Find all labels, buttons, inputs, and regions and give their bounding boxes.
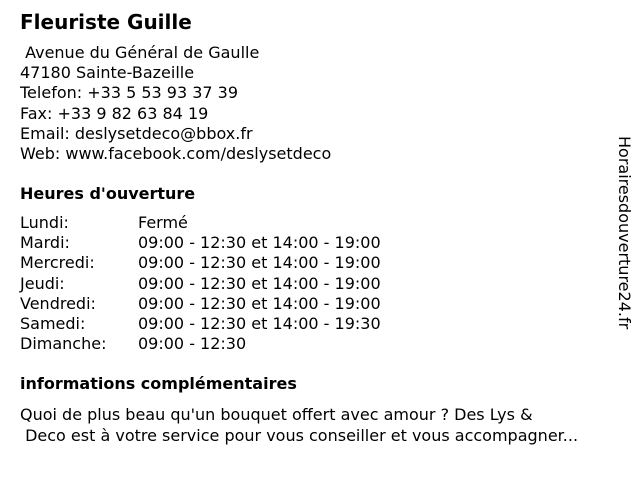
address-street: Avenue du Général de Gaulle [20, 43, 260, 62]
business-name: Fleuriste Guille [20, 10, 192, 34]
day-hours: 09:00 - 12:30 et 14:00 - 19:00 [138, 233, 381, 253]
day-hours: 09:00 - 12:30 et 14:00 - 19:00 [138, 253, 381, 273]
day-label: Jeudi: [20, 273, 65, 293]
opening-hours-heading: Heures d'ouverture [20, 184, 196, 203]
additional-info-text [20, 404, 630, 446]
hours-row [20, 334, 440, 354]
day-hours: Fermé [138, 213, 188, 232]
hours-row [20, 294, 440, 314]
info-line: Deco est à votre service pour vous conseiller et vous accompagner... [20, 426, 579, 445]
day-label: Mercredi: [20, 253, 95, 273]
day-label: Lundi: [20, 213, 69, 232]
day-label: Mardi: [20, 233, 70, 253]
opening-hours-table [20, 213, 440, 354]
website: Web: www.facebook.com/deslysetdeco [20, 143, 332, 163]
day-label: Dimanche: [20, 334, 107, 354]
phone-number: Telefon: +33 5 53 93 37 39 [20, 83, 239, 103]
hours-row [20, 253, 440, 273]
hours-row [20, 274, 440, 294]
fax-number: Fax: +33 9 82 63 84 19 [20, 103, 209, 123]
day-label: Vendredi: [20, 293, 96, 313]
day-hours: 09:00 - 12:30 et 14:00 - 19:00 [138, 273, 381, 293]
day-hours: 09:00 - 12:30 [138, 334, 247, 354]
hours-row [20, 314, 440, 334]
day-hours: 09:00 - 12:30 et 14:00 - 19:00 [138, 293, 381, 313]
hours-row [20, 213, 440, 233]
additional-info-heading: informations complémentaires [20, 374, 297, 393]
day-hours: 09:00 - 12:30 et 14:00 - 19:30 [138, 313, 381, 333]
day-label: Samedi: [20, 313, 86, 333]
email-address: Email: deslysetdeco@bbox.fr [20, 123, 253, 143]
address-city: 47180 Sainte-Bazeille [20, 63, 195, 83]
site-watermark: Horairesdouverture24.fr [615, 136, 634, 330]
info-line: Quoi de plus beau qu'un bouquet offert avec amour ? Des Lys & [20, 405, 533, 424]
hours-row [20, 233, 440, 253]
contact-block [20, 43, 331, 164]
